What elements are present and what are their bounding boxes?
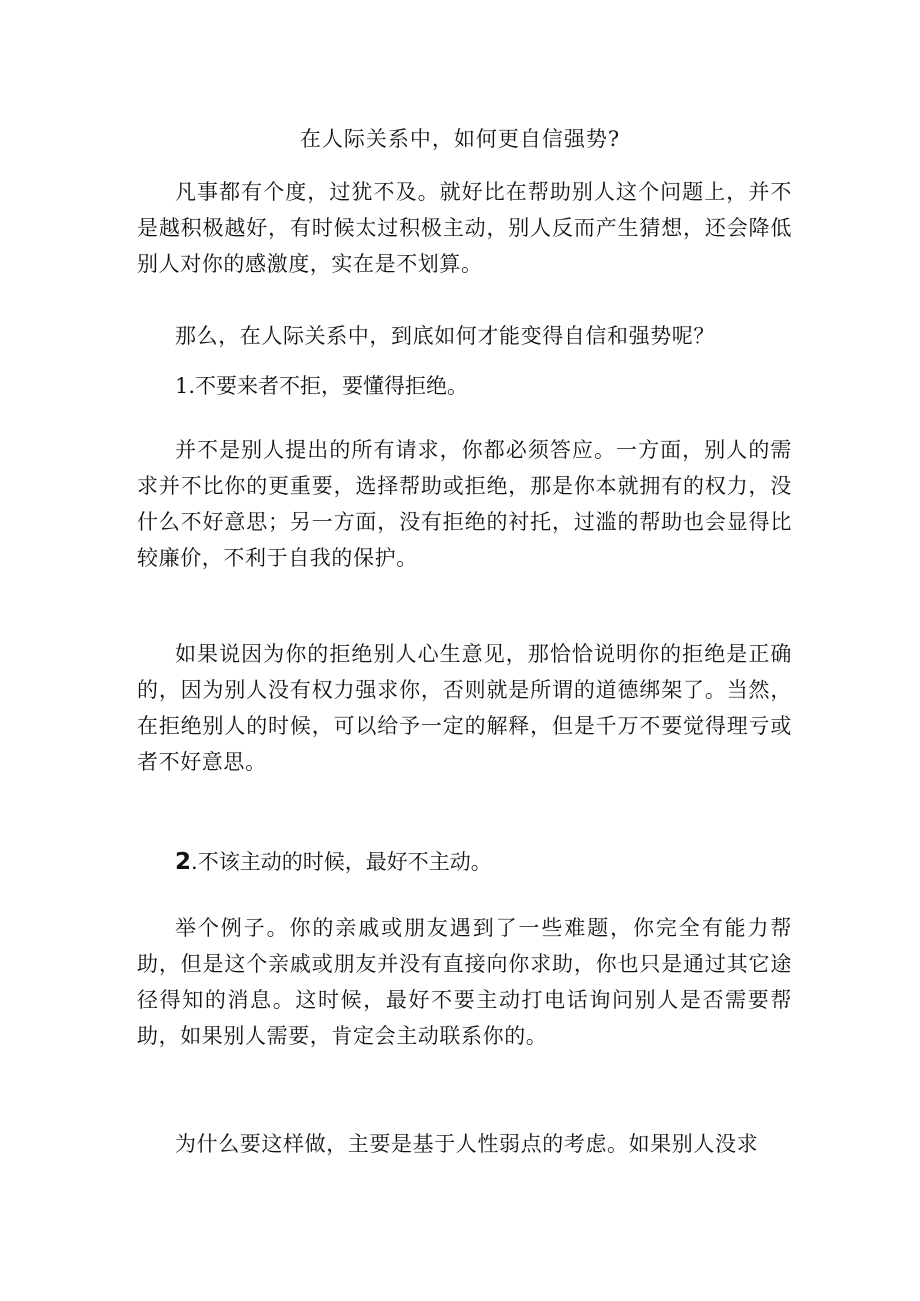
section-2-heading-text: .不该主动的时候，最好不主动。 — [191, 850, 492, 874]
section-2-paragraph-2: 为什么要这样做，主要是基于人性弱点的考虑。如果别人没求 — [175, 1132, 759, 1156]
section-2-number: 2 — [175, 849, 192, 875]
document-title: 在人际关系中，如何更自信强势? — [299, 127, 621, 151]
section-1-heading: 1.不要来者不拒，要懂得拒绝。 — [175, 374, 469, 398]
section-1-paragraph-2: 如果说因为你的拒绝别人心生意见，那恰恰说明你的拒绝是正确的，因为别人没有权力强求你，否则就是所谓的道德绑架了。当然，在拒绝别人的时候，可以给予一定的解释，但是千万不要觉得理亏或者不好意思。 — [137, 642, 792, 774]
section-1-paragraph-1: 并不是别人提出的所有请求，你都必须答应。一方面，别人的需求并不比你的更重要，选择帮助或拒绝，那是你本就拥有的权力，没什么不好意思；另一方面，没有拒绝的衬托，过滥的帮助也会显得比较廉价，不利于自我的保护。 — [137, 438, 792, 570]
paragraph-question: 那么，在人际关系中，到底如何才能变得自信和强势呢？ — [175, 324, 715, 348]
paragraph-intro: 凡事都有个度，过犹不及。就好比在帮助别人这个问题上，并不是越积极越好，有时候太过积极主动，别人反而产生猜想，还会降低别人对你的感激度，实在是不划算。 — [137, 180, 792, 276]
section-2-heading — [137, 844, 792, 880]
section-2-paragraph-1: 举个例子。你的亲戚或朋友遇到了一些难题，你完全有能力帮助，但是这个亲戚或朋友并没有直接向你求助，你也只是通过其它途径得知的消息。这时候，最好不要主动打电话询问别人是否需要帮助，如果别人需要，肯定会主动联系你的。 — [137, 916, 792, 1048]
